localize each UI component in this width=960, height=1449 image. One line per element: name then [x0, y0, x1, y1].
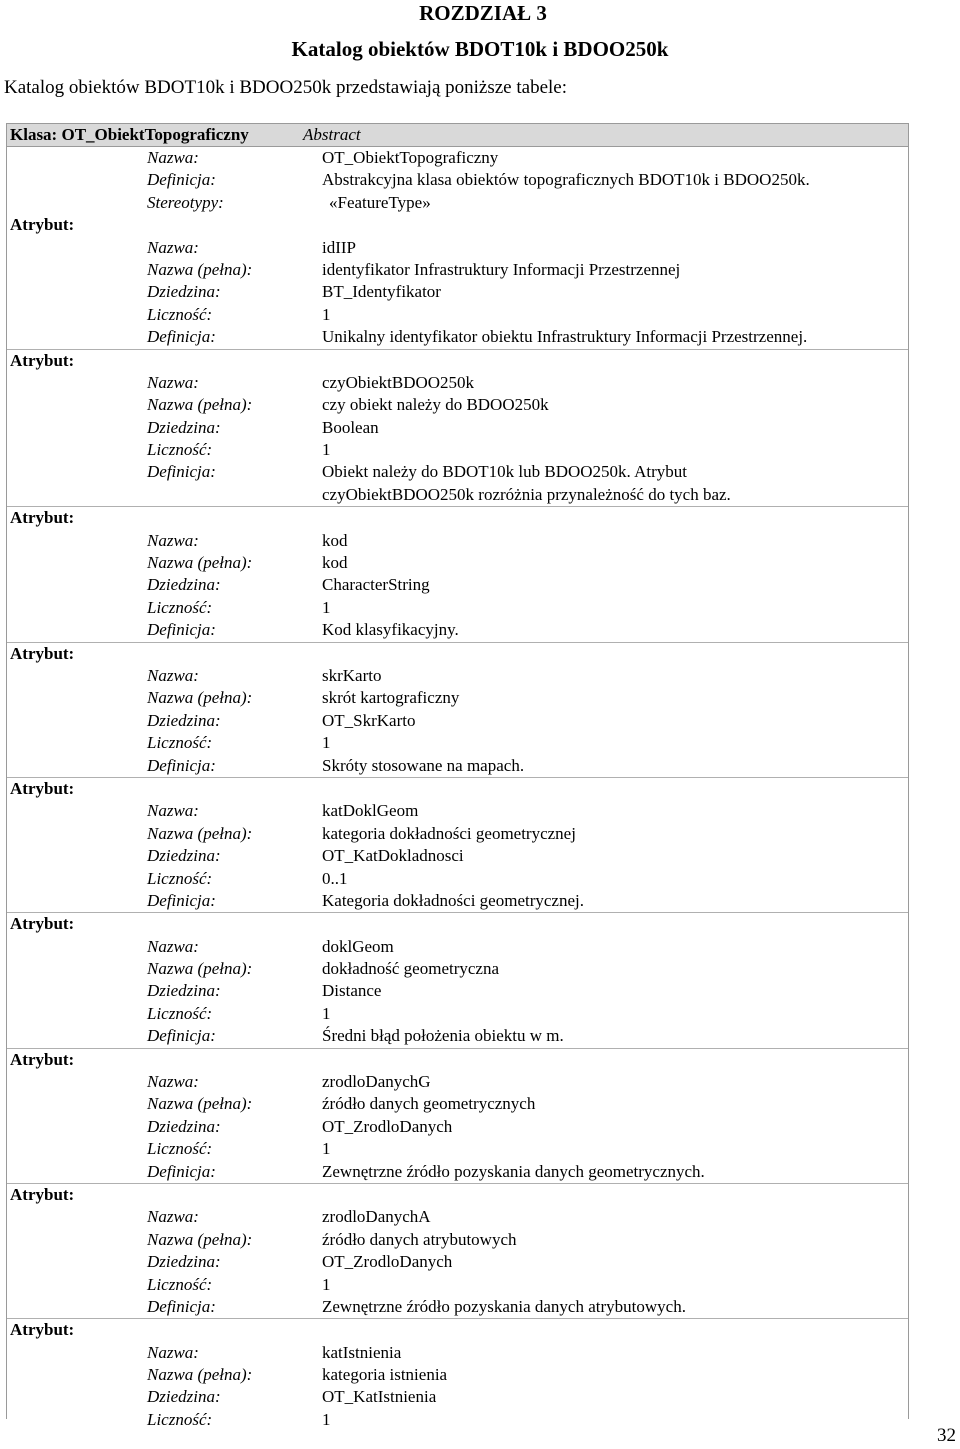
attribute-property-row: [7, 1409, 908, 1431]
property-key: Nazwa (pełna):: [147, 823, 253, 843]
property-value: OT_KatIstnienia: [322, 1387, 437, 1407]
property-value: źródło danych atrybutowych: [322, 1229, 517, 1249]
attribute-property-row: [7, 732, 908, 754]
property-value: 1: [322, 733, 331, 753]
attribute-property-row: [7, 304, 908, 326]
attribute-block: [7, 214, 908, 348]
class-property-row: [7, 169, 908, 191]
attribute-property-row: [7, 1229, 908, 1251]
attribute-property-row: [7, 1386, 908, 1408]
attribute-label: Atrybut:: [10, 1049, 75, 1069]
property-key: Liczność:: [147, 733, 213, 753]
class-header: [7, 123, 908, 147]
property-key: Liczność:: [147, 1409, 213, 1429]
attribute-property-row: [7, 1274, 908, 1296]
property-value: kod: [322, 530, 348, 550]
property-key: Nazwa (pełna):: [147, 1229, 253, 1249]
property-key: Dziedzina:: [147, 282, 221, 302]
attribute-property-row: [7, 619, 908, 641]
attribute-label: Atrybut:: [10, 643, 75, 663]
attribute-property-row: [7, 394, 908, 416]
attribute-property-row: [7, 1342, 908, 1364]
attribute-property-row: [7, 665, 908, 687]
attribute-property-row: [7, 597, 908, 619]
attribute-property-row: [7, 574, 908, 596]
attribute-list: [7, 214, 908, 1431]
property-value: identyfikator Infrastruktury Informacji Przestrzennej: [322, 259, 681, 279]
property-key: Dziedzina:: [147, 1252, 221, 1272]
property-value: Skróty stosowane na mapach.: [322, 755, 525, 775]
property-value: 1: [322, 440, 331, 460]
property-value: 1: [322, 1409, 331, 1429]
class-properties: [7, 147, 908, 214]
attribute-property-row: [7, 868, 908, 890]
property-value: Średni błąd położenia obiektu w m.: [322, 1026, 564, 1046]
property-key: Definicja:: [147, 620, 216, 640]
attribute-property-row: [7, 845, 908, 867]
property-key: Stereotypy:: [147, 192, 224, 212]
attribute-property-row: [7, 1364, 908, 1386]
property-key: Liczność:: [147, 1139, 213, 1159]
attribute-property-row: [7, 326, 908, 348]
chapter-title: Katalog obiektów BDOT10k i BDOO250k: [291, 37, 669, 61]
attribute-property-row: [7, 1206, 908, 1228]
property-value: OT_ZrodloDanych: [322, 1116, 453, 1136]
attribute-property-row: [7, 372, 908, 394]
class-property-row: [7, 192, 908, 214]
attribute-property-row: [7, 552, 908, 574]
property-key: Nazwa (pełna):: [147, 959, 253, 979]
attribute-property-row: [7, 755, 908, 777]
class-label: Klasa: OT_ObiektTopograficzny: [10, 125, 249, 144]
attribute-block: [7, 912, 908, 1047]
class-property-row: [7, 147, 908, 169]
property-value: «FeatureType»: [329, 192, 431, 212]
property-value: OT_KatDokladnosci: [322, 846, 464, 866]
property-value: OT_ZrodloDanych: [322, 1252, 453, 1272]
property-key: Liczność:: [147, 1003, 213, 1023]
property-key: Nazwa (pełna):: [147, 688, 253, 708]
attribute-label: Atrybut:: [10, 1320, 75, 1340]
attribute-block: [7, 777, 908, 912]
attribute-property-row: [7, 1161, 908, 1183]
property-value: Zewnętrzne źródło pozyskania danych atrybutowych.: [322, 1296, 686, 1316]
property-value: 1: [322, 597, 331, 617]
property-value: OT_ObiektTopograficzny: [322, 148, 499, 167]
property-value: OT_SkrKarto: [322, 710, 416, 730]
attribute-header: [7, 642, 908, 665]
attribute-property-row: [7, 936, 908, 958]
property-key: Liczność:: [147, 1274, 213, 1294]
attribute-property-row: [7, 1003, 908, 1025]
attribute-property-row: [7, 461, 908, 483]
attribute-header: [7, 506, 908, 529]
property-key: Nazwa:: [147, 530, 199, 550]
property-key: Nazwa:: [147, 148, 199, 167]
property-key: Liczność:: [147, 868, 213, 888]
catalog-table: [6, 123, 909, 1429]
property-key: Nazwa:: [147, 1207, 199, 1227]
attribute-header: [7, 1318, 908, 1341]
attribute-property-row: [7, 1071, 908, 1093]
property-value: zrodloDanychG: [322, 1072, 431, 1092]
property-key: Dziedzina:: [147, 846, 221, 866]
property-value: 1: [322, 1274, 331, 1294]
property-value: czy obiekt należy do BDOO250k: [322, 395, 549, 415]
property-key: Nazwa:: [147, 665, 199, 685]
property-key: Definicja:: [147, 1026, 216, 1046]
attribute-block: [7, 1318, 908, 1431]
property-value: Boolean: [322, 417, 379, 437]
property-key: Nazwa (pełna):: [147, 395, 253, 415]
property-key: Dziedzina:: [147, 981, 221, 1001]
property-value: czyObiektBDOO250k: [322, 372, 475, 392]
property-value: 1: [322, 1139, 331, 1159]
property-value: Kategoria dokładności geometrycznej.: [322, 890, 584, 910]
property-value: 0..1: [322, 868, 348, 888]
property-key: Dziedzina:: [147, 710, 221, 730]
property-key: Nazwa (pełna):: [147, 1365, 253, 1385]
attribute-label: Atrybut:: [10, 1184, 75, 1204]
property-key: Definicja:: [147, 755, 216, 775]
property-key: Nazwa:: [147, 1072, 199, 1092]
property-key: Nazwa (pełna):: [147, 259, 253, 279]
property-key: Liczność:: [147, 304, 213, 324]
property-key: Nazwa (pełna):: [147, 1094, 253, 1114]
attribute-property-row: [7, 417, 908, 439]
attribute-property-row: [7, 1138, 908, 1160]
attribute-label: Atrybut:: [10, 914, 75, 934]
attribute-property-row: [7, 710, 908, 732]
attribute-block: [7, 642, 908, 777]
property-key: Definicja:: [147, 327, 216, 347]
class-abstract-flag: Abstract: [303, 125, 361, 144]
property-key: Nazwa:: [147, 372, 199, 392]
attribute-property-row: [7, 439, 908, 461]
attribute-property-row: [7, 890, 908, 912]
property-key: Definicja:: [147, 1296, 216, 1316]
attribute-block: [7, 349, 908, 507]
property-value: 1: [322, 1003, 331, 1023]
property-value: kategoria istnienia: [322, 1365, 448, 1385]
property-value: CharacterString: [322, 575, 430, 595]
attribute-header: [7, 912, 908, 935]
property-value: Kod klasyfikacyjny.: [322, 620, 459, 640]
attribute-property-row: [7, 958, 908, 980]
attribute-property-row: [7, 1296, 908, 1318]
attribute-label: Atrybut:: [10, 508, 75, 528]
attribute-property-row: [7, 484, 908, 506]
property-key: Dziedzina:: [147, 1387, 221, 1407]
property-key: Definicja:: [147, 1161, 216, 1181]
attribute-label: Atrybut:: [10, 778, 75, 798]
attribute-header: [7, 349, 908, 372]
attribute-property-row: [7, 1116, 908, 1138]
property-value: katIstnienia: [322, 1342, 402, 1362]
attribute-property-row: [7, 1251, 908, 1273]
property-value: dokładność geometryczna: [322, 959, 500, 979]
property-value: skrót kartograficzny: [322, 688, 460, 708]
attribute-property-row: [7, 980, 908, 1002]
property-value: źródło danych geometrycznych: [322, 1094, 536, 1114]
attribute-header: [7, 1183, 908, 1206]
attribute-block: [7, 1048, 908, 1183]
property-key: Liczność:: [147, 597, 213, 617]
attribute-property-row: [7, 823, 908, 845]
property-key: Nazwa:: [147, 237, 199, 257]
property-value: doklGeom: [322, 936, 394, 956]
property-value: skrKarto: [322, 665, 382, 685]
property-key: Nazwa (pełna):: [147, 553, 253, 573]
chapter-heading: ROZDZIAŁ 3: [419, 1, 547, 25]
attribute-label: Atrybut:: [10, 215, 75, 235]
property-key: Definicja:: [147, 170, 216, 190]
intro-paragraph: Katalog obiektów BDOT10k i BDOO250k przedstawiają poniższe tabele:: [4, 77, 567, 98]
property-key: Definicja:: [147, 890, 216, 910]
property-value: 1: [322, 304, 331, 324]
property-key: Nazwa:: [147, 936, 199, 956]
attribute-property-row: [7, 687, 908, 709]
property-key: Dziedzina:: [147, 1116, 221, 1136]
property-value: czyObiektBDOO250k rozróżnia przynależność do tych baz.: [322, 484, 731, 504]
property-value: Unikalny identyfikator obiektu Infrastruktury Informacji Przestrzennej.: [322, 327, 808, 347]
attribute-property-row: [7, 259, 908, 281]
attribute-property-row: [7, 237, 908, 259]
attribute-property-row: [7, 800, 908, 822]
attribute-property-row: [7, 281, 908, 303]
property-value: idIIP: [322, 237, 356, 257]
property-value: kategoria dokładności geometrycznej: [322, 823, 576, 843]
property-value: katDoklGeom: [322, 801, 419, 821]
property-value: Abstrakcyjna klasa obiektów topograficznych BDOT10k i BDOO250k.: [322, 170, 810, 190]
attribute-header: [7, 1048, 908, 1071]
property-value: zrodloDanychA: [322, 1207, 431, 1227]
property-value: BT_Identyfikator: [322, 282, 441, 302]
property-key: Liczność:: [147, 440, 213, 460]
attribute-header: [7, 214, 908, 236]
property-value: Zewnętrzne źródło pozyskania danych geometrycznych.: [322, 1161, 705, 1181]
property-key: Nazwa:: [147, 801, 199, 821]
attribute-block: [7, 506, 908, 641]
attribute-label: Atrybut:: [10, 350, 75, 370]
attribute-property-row: [7, 1093, 908, 1115]
property-key: Nazwa:: [147, 1342, 199, 1362]
property-value: Distance: [322, 981, 382, 1001]
property-key: Dziedzina:: [147, 417, 221, 437]
property-key: Dziedzina:: [147, 575, 221, 595]
property-value: kod: [322, 553, 348, 573]
page-number: 32: [937, 1425, 956, 1446]
attribute-header: [7, 777, 908, 800]
property-key: Definicja:: [147, 462, 216, 482]
attribute-block: [7, 1183, 908, 1318]
attribute-property-row: [7, 530, 908, 552]
property-value: Obiekt należy do BDOT10k lub BDOO250k. Atrybut: [322, 462, 687, 482]
attribute-property-row: [7, 1025, 908, 1047]
